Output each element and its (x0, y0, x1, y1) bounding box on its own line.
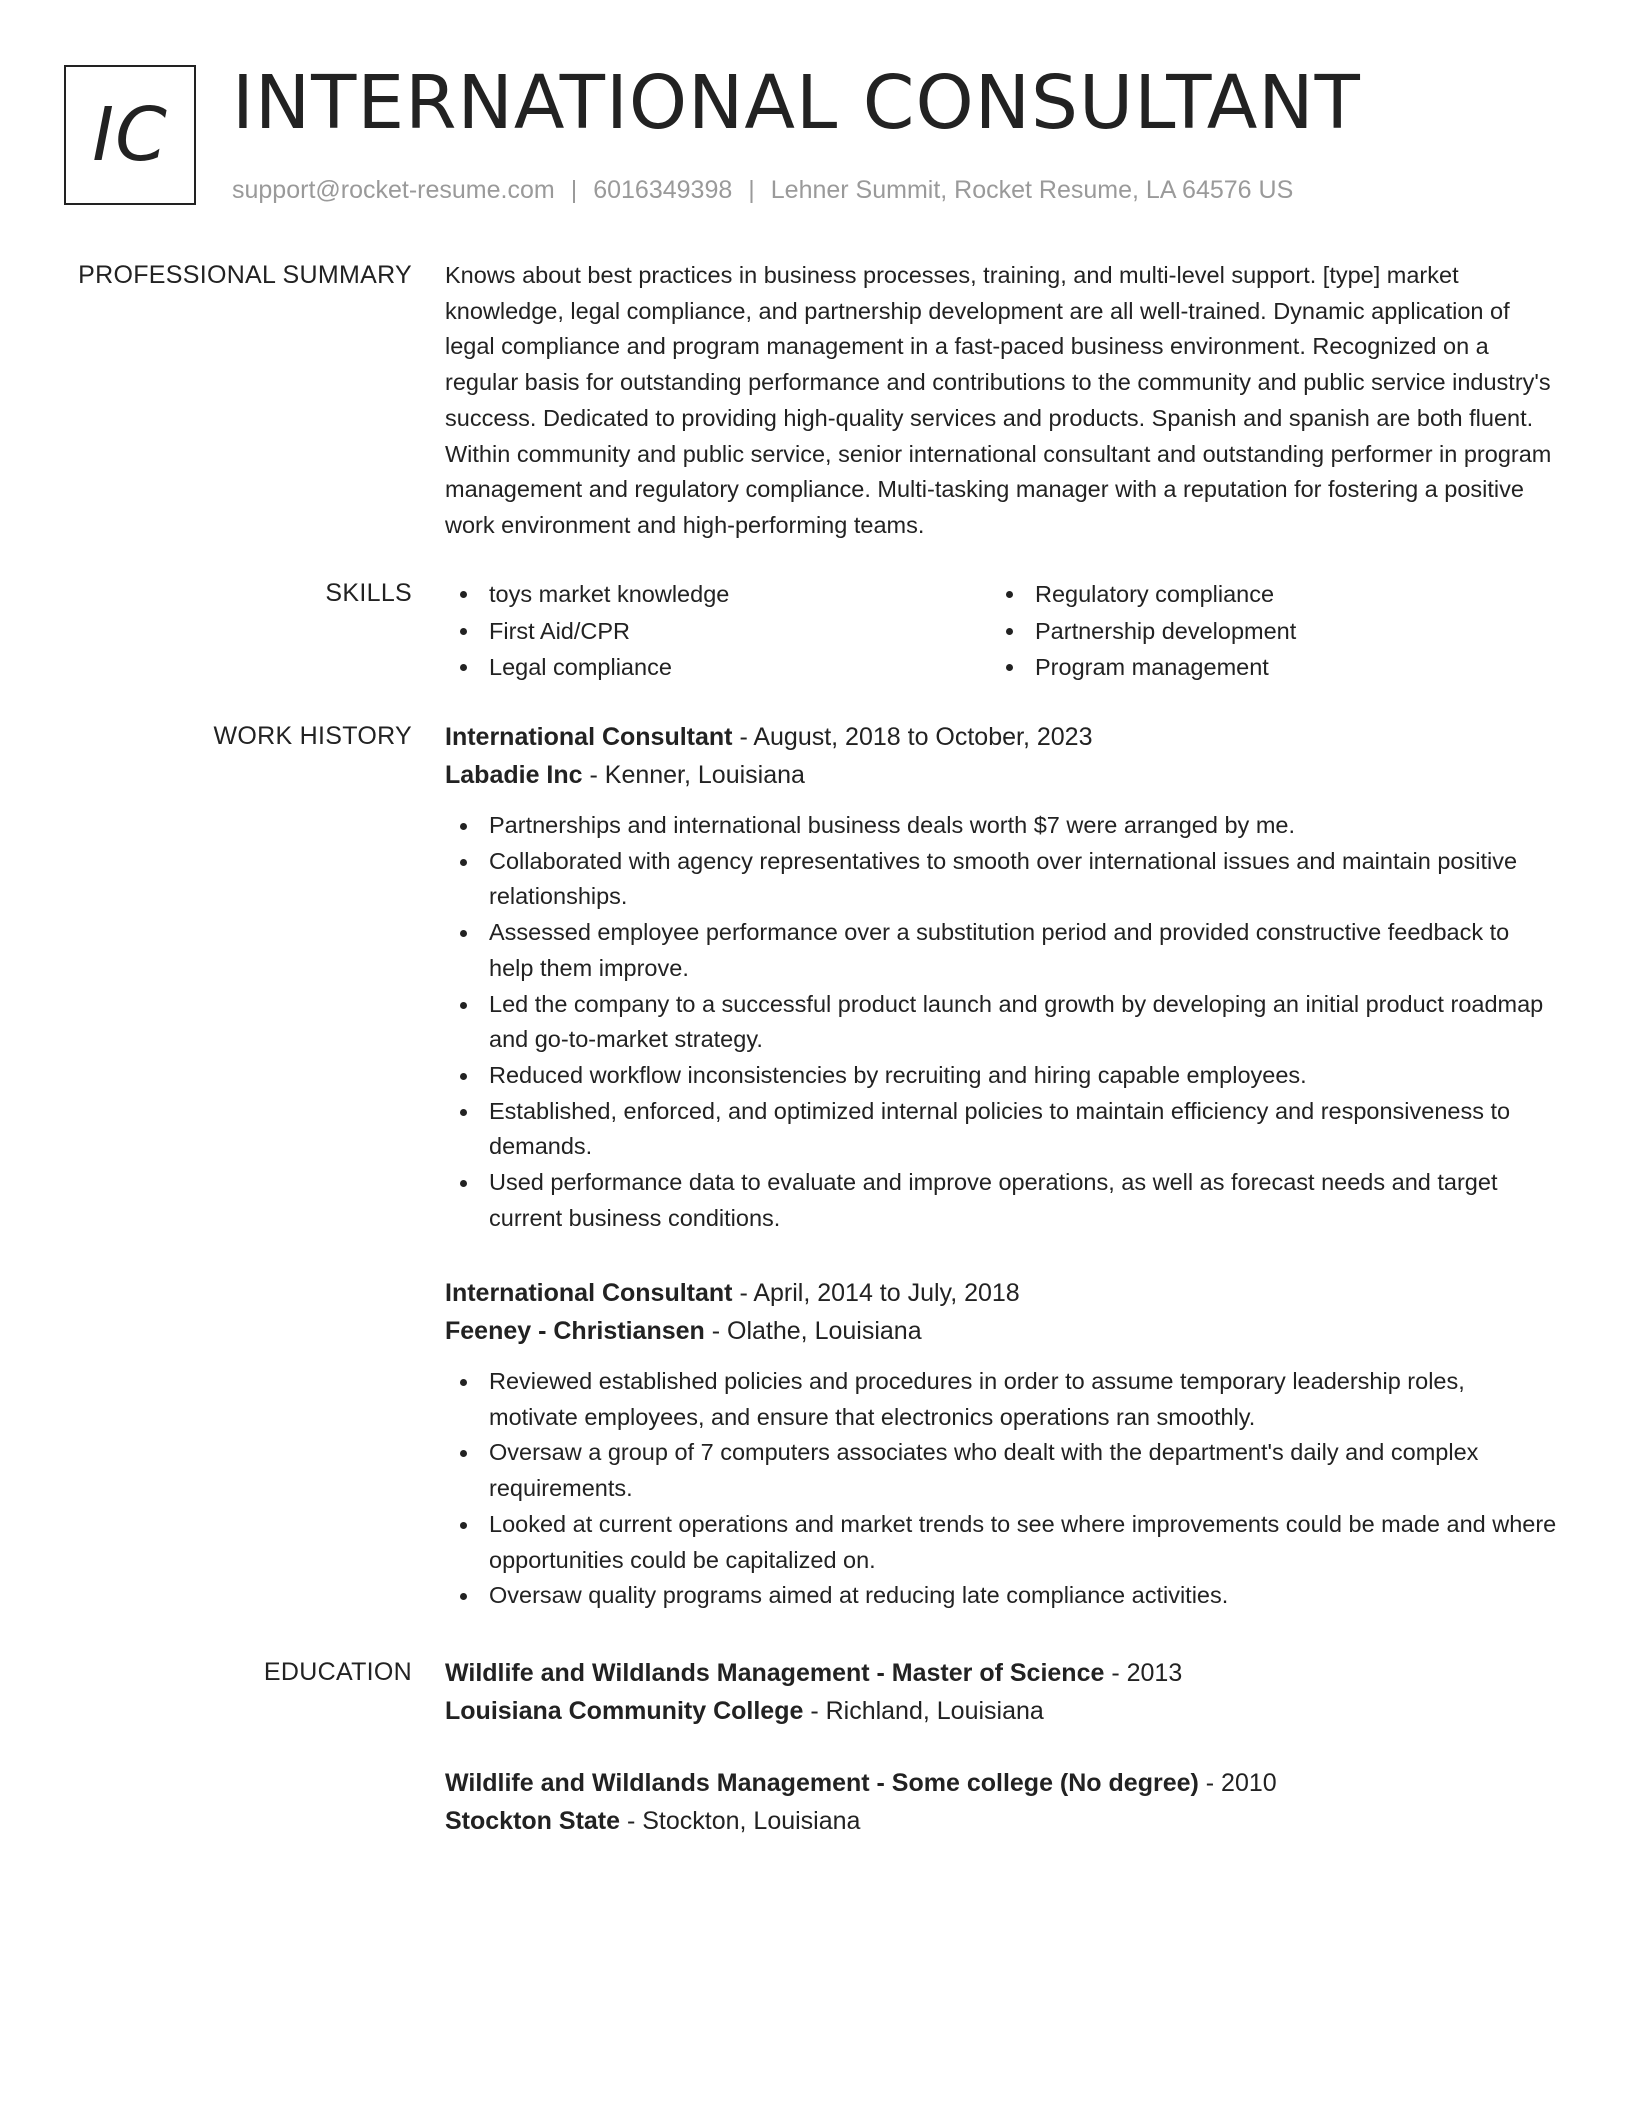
skill-item: Legal compliance (445, 649, 991, 686)
contact-phone: 6016349398 (593, 176, 733, 204)
education-degree-line (445, 1764, 1557, 1802)
education-degree: Wildlife and Wildlands Management - Master of Science (445, 1659, 1105, 1687)
job-title: International Consultant (445, 723, 733, 751)
contact-line (232, 172, 1293, 208)
education-degree-line (445, 1654, 1557, 1692)
education-school-line (445, 1802, 1557, 1840)
job-company: Feeney - Christiansen (445, 1317, 705, 1345)
job-duty: Partnerships and international business deals worth $7 were arranged by me. (445, 808, 1557, 844)
job-company-line (445, 1312, 1557, 1350)
education-school: Louisiana Community College (445, 1697, 804, 1725)
work-history-label: WORK HISTORY (213, 722, 412, 750)
summary-body (445, 258, 1557, 544)
job-title-line (445, 1274, 1557, 1312)
job-dates: - August, 2018 to October, 2023 (732, 723, 1093, 751)
job-duty: Collaborated with agency representatives to smooth over international issues and maintain positive relationships. (445, 844, 1557, 915)
job-company-line (445, 756, 1557, 794)
job-dates: - April, 2014 to July, 2018 (732, 1279, 1020, 1307)
job-duties-list (445, 1364, 1557, 1614)
candidate-title: INTERNATIONAL CONSULTANT (232, 60, 1361, 146)
job-duty: Reduced workflow inconsistencies by recruiting and hiring capable employees. (445, 1058, 1557, 1094)
job-title: International Consultant (445, 1279, 733, 1307)
contact-email: support@rocket-resume.com (232, 176, 555, 204)
skills-list-left (445, 576, 991, 686)
job-location: - Olathe, Louisiana (704, 1317, 922, 1345)
education-year: - 2010 (1198, 1769, 1277, 1797)
job-duty: Oversaw quality programs aimed at reducing late compliance activities. (445, 1578, 1557, 1614)
job-duty: Looked at current operations and market trends to see where improvements could be made and where opportunities could be capitalized on. (445, 1507, 1557, 1578)
education-label: EDUCATION (263, 1658, 412, 1686)
skills-label: SKILLS (325, 579, 412, 607)
skill-item: Regulatory compliance (991, 576, 1537, 613)
job-duty: Reviewed established policies and procedures in order to assume temporary leadership roles, motivate employees, and ensure that electronics operations ran smoothly. (445, 1364, 1557, 1435)
job-company: Labadie Inc (445, 761, 583, 789)
skills-columns (445, 576, 1557, 686)
job-duties-list (445, 808, 1557, 1236)
education-year: - 2013 (1104, 1659, 1183, 1687)
contact-address: Lehner Summit, Rocket Resume, LA 64576 US (770, 176, 1294, 204)
job-duty: Used performance data to evaluate and improve operations, as well as forecast needs and target current business conditions. (445, 1165, 1557, 1236)
skills-body (445, 576, 1557, 686)
summary-label: PROFESSIONAL SUMMARY (78, 261, 412, 289)
contact-separator: | (570, 176, 578, 204)
job-duty: Led the company to a successful product launch and growth by developing an initial product roadmap and go-to-market strategy. (445, 987, 1557, 1058)
skill-item: Program management (991, 649, 1537, 686)
education-location: - Stockton, Louisiana (620, 1807, 861, 1835)
skill-item: First Aid/CPR (445, 613, 991, 650)
job-duty: Assessed employee performance over a substitution period and provided constructive feedback to help them improve. (445, 915, 1557, 986)
job-entry (445, 718, 1557, 1236)
job-duty: Established, enforced, and optimized internal policies to maintain efficiency and responsiveness to demands. (445, 1094, 1557, 1165)
skills-list-right (991, 576, 1537, 686)
skill-item: toys market knowledge (445, 576, 991, 613)
job-title-line (445, 718, 1557, 756)
education-location: - Richland, Louisiana (803, 1697, 1044, 1725)
education-degree: Wildlife and Wildlands Management - Some college (No degree) (445, 1769, 1199, 1797)
job-duty: Oversaw a group of 7 computers associates who dealt with the department's daily and complex requirements. (445, 1435, 1557, 1506)
monogram-badge (64, 65, 196, 205)
education-entry (445, 1764, 1557, 1840)
education-entry (445, 1654, 1557, 1730)
education-school-line (445, 1692, 1557, 1730)
job-entry (445, 1274, 1557, 1614)
job-location: - Kenner, Louisiana (582, 761, 805, 789)
skill-item: Partnership development (991, 613, 1537, 650)
monogram-initials: IC (92, 92, 168, 178)
summary-text: Knows about best practices in business processes, training, and multi-level support. [type] market knowledge, legal compliance, and partnership development are all well-trained. Dynamic application of legal compliance and program management in a fast-paced business environment. Recognized on a regular basis for outstanding performance and contributions to the community and public service industry's success. Dedicated to providing high-quality services and products. Spanish and spanish are both fluent. Within community and public service, senior international consultant and outstanding performer in program management and regulatory compliance. Multi-tasking manager with a reputation for fostering a positive work environment and high-performing teams. (445, 262, 1552, 538)
education-school: Stockton State (445, 1807, 621, 1835)
contact-separator: | (748, 176, 755, 204)
